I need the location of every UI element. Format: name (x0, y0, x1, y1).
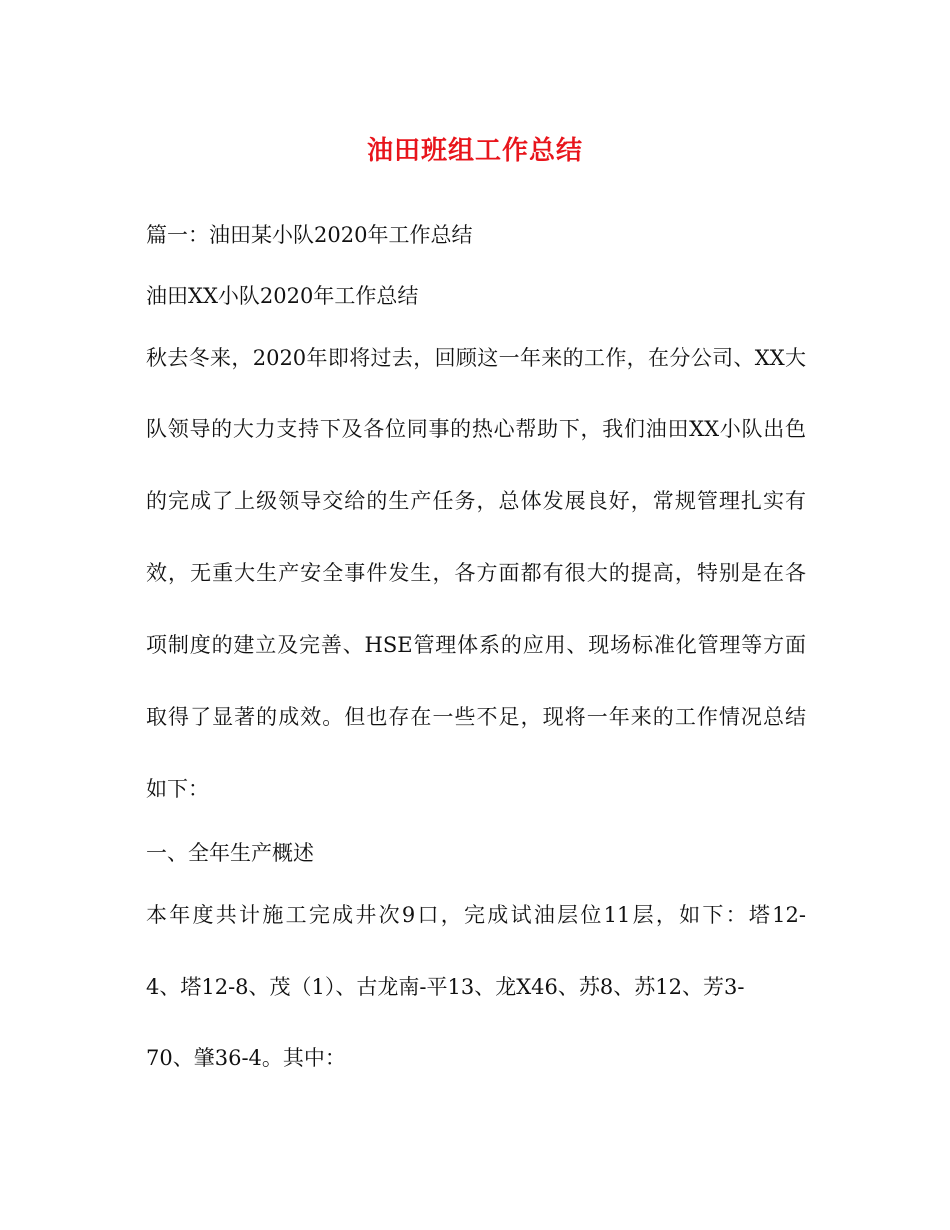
intro-line-2: 队领导的大力支持下及各位同事的热心帮助下，我们油田XX小队出色 (146, 417, 806, 441)
intro-line-6: 取得了显著的成效。但也存在一些不足，现将一年来的工作情况总结 (146, 705, 806, 729)
intro-line-3: 的完成了上级领导交给的生产任务，总体发展良好，常规管理扎实有 (146, 489, 806, 513)
intro-line-4: 效，无重大生产安全事件发生，各方面都有很大的提高，特别是在各 (146, 561, 806, 585)
intro-line-7: 如下： (146, 777, 209, 801)
document-title: 油田班组工作总结 (366, 136, 583, 166)
intro-line-5: 项制度的建立及完善、HSE管理体系的应用、现场标准化管理等方面 (146, 633, 806, 657)
production-line-3: 70、肇36-4。其中： (146, 1046, 346, 1070)
section-heading: 篇一：油田某小队2020年工作总结 (146, 223, 473, 247)
part-one-heading: 一、全年生产概述 (146, 841, 314, 865)
production-line-1: 本年度共计施工完成井次9口，完成试油层位11层，如下：塔12- (146, 903, 806, 927)
intro-line-1: 秋去冬来，2020年即将过去，回顾这一年来的工作，在分公司、XX大 (146, 346, 806, 370)
document-subtitle: 油田XX小队2020年工作总结 (146, 284, 419, 308)
production-line-2: 4、塔12-8、茂（1）、古龙南-平13、龙X46、苏8、苏12、芳3- (146, 975, 745, 999)
